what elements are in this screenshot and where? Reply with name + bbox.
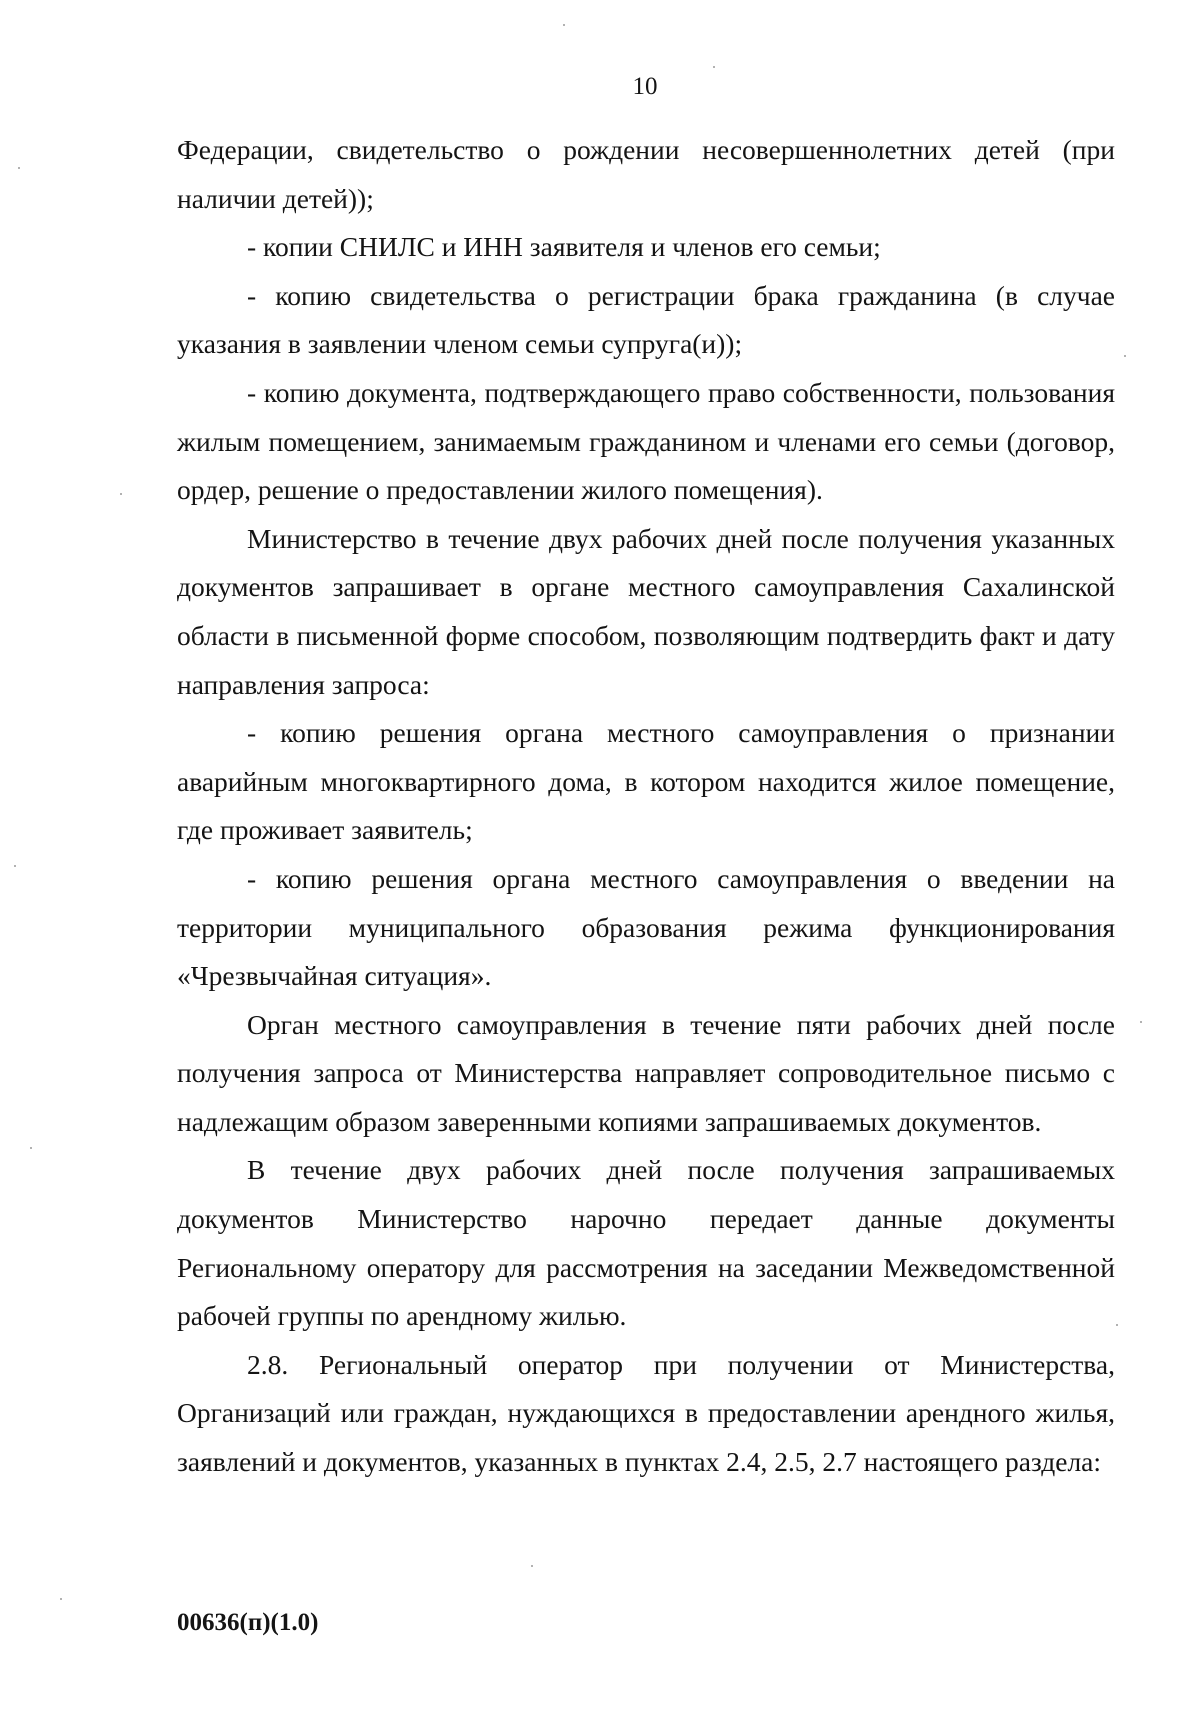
page-number: 10 xyxy=(632,73,658,100)
list-item-snils-inn: - копии СНИЛС и ИНН заявителя и членов его семьи; xyxy=(247,231,881,263)
paragraph-local-government: Орган местного самоуправления в течение пяти рабочих дней после получения запроса от Министерства направляет сопроводительное письмо с надлежащим образом заверенными копиями запрашиваемых документов. xyxy=(177,1008,1115,1137)
paragraph-ministry-request: Министерство в течение двух рабочих дней после получения указанных документов запрашивает в органе местного самоуправления Сахалинской области в письменной форме способом, позволяющим подтвердить факт и дату направления запроса: xyxy=(177,522,1115,700)
list-item-marriage-certificate: - копию свидетельства о регистрации брака гражданина (в случае указания в заявлении членом семьи супруга(и)); xyxy=(177,279,1115,360)
scan-speck xyxy=(14,865,16,867)
scan-speck xyxy=(1140,1021,1142,1023)
scan-speck xyxy=(60,1598,62,1600)
scan-speck xyxy=(30,1147,32,1149)
list-item-ownership-document: - копию документа, подтверждающего право собственности, пользования жилым помещением, занимаемым гражданином и членами его семьи (договор, ордер, решение о предоставлении жилого помещения). xyxy=(177,376,1115,506)
scan-speck xyxy=(1124,355,1126,357)
document-body xyxy=(177,126,1115,1487)
list-item-emergency-regime-decision: - копию решения органа местного самоуправления о введении на территории муниципального образования режима функционирования «Чрезвычайная ситуация». xyxy=(177,862,1115,992)
scan-speck xyxy=(18,167,20,169)
scan-speck xyxy=(531,1565,533,1567)
scan-speck xyxy=(1116,1324,1118,1326)
scan-speck xyxy=(563,24,565,26)
scan-speck xyxy=(713,66,715,68)
scan-speck xyxy=(120,493,122,495)
paragraph-ministry-transfer: В течение двух рабочих дней после получения запрашиваемых документов Министерство нарочно передает данные документы Региональному оператору для рассмотрения на заседании Межведомственной рабочей группы по арендному жилью. xyxy=(177,1154,1115,1332)
list-item-emergency-house-decision: - копию решения органа местного самоуправления о признании аварийным многоквартирного дома, в котором находится жилое помещение, где проживает заявитель; xyxy=(177,717,1115,846)
paragraph-section-2-8: 2.8. Региональный оператор при получении от Министерства, Организаций или граждан, нуждающихся в предоставлении арендного жилья, заявлений и документов, указанных в пунктах 2.4, 2.5, 2.7 настоящего раздела: xyxy=(177,1348,1115,1478)
footer-document-code: 00636(п)(1.0) xyxy=(177,1609,319,1636)
paragraph-continuation: Федерации, свидетельство о рождении несовершеннолетних детей (при наличии детей)); xyxy=(177,134,1115,214)
